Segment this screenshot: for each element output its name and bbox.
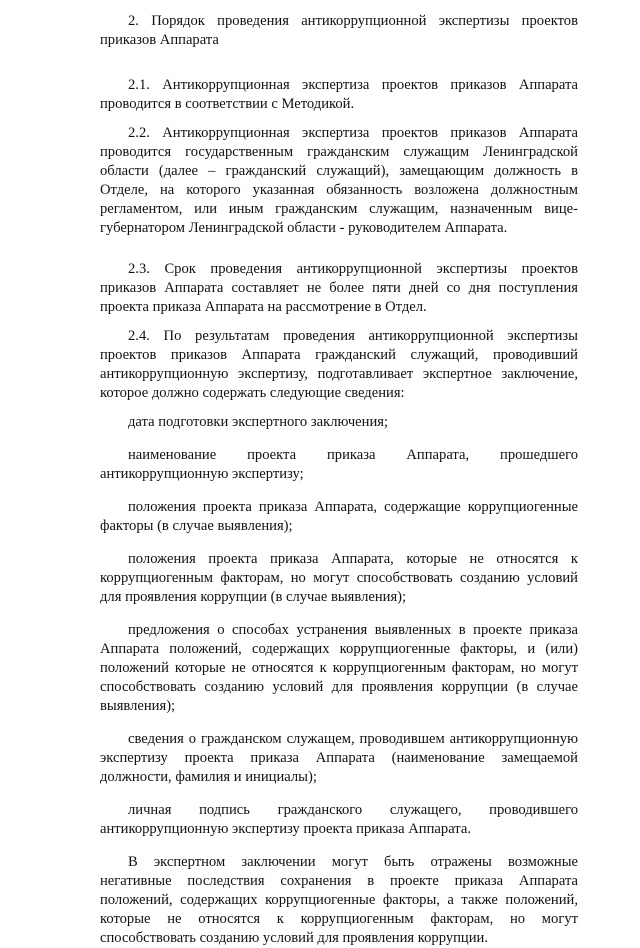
list-item: сведения о гражданском служащем, проводившем антикоррупционную экспертизу проекта приказа Аппарата (наименование замещаемой должности, фамилия и инициалы); <box>100 731 578 785</box>
paragraph-2-3: 2.3. Срок проведения антикоррупционной экспертизы проектов приказов Аппарата составляет не более пяти дней со дня поступления проекта приказа Аппарата на рассмотрение в Отдел. <box>100 261 578 315</box>
paragraph-2-2: 2.2. Антикоррупционная экспертиза проектов приказов Аппарата проводится государственным гражданским служащим Ленинградской области (далее – гражданский служащий), замещающим должность в Отделе, на которого указанная обязанность возложена должностным регламентом, или иным гражданским служащим, назначенным вице-губернатором Ленинградской области - руководителем Аппарата. <box>100 125 578 236</box>
paragraph-2-4: 2.4. По результатам проведения антикоррупционной экспертизы проектов приказов Аппарата гражданский служащий, проводивший антикоррупционную экспертизу, подготавливает экспертное заключение, которое должно содержать следующие сведения: <box>100 328 578 401</box>
document-page <box>100 12 578 948</box>
section-heading: 2. Порядок проведения антикоррупционной экспертизы проектов приказов Аппарата <box>100 13 578 48</box>
list-item: личная подпись гражданского служащего, проводившего антикоррупционную экспертизу проекта приказа Аппарата. <box>100 802 578 837</box>
list-item: положения проекта приказа Аппарата, содержащие коррупциогенные факторы (в случае выявления); <box>100 499 578 534</box>
list-item: дата подготовки экспертного заключения; <box>128 414 389 430</box>
paragraph-2-1: 2.1. Антикоррупционная экспертиза проектов приказов Аппарата проводится в соответствии с Методикой. <box>100 77 578 112</box>
list-item: положения проекта приказа Аппарата, которые не относятся к коррупциогенным факторам, но могут способствовать созданию условий для проявления коррупции (в случае выявления); <box>100 551 578 605</box>
list-item: наименование проекта приказа Аппарата, прошедшего антикоррупционную экспертизу; <box>100 447 578 482</box>
list-item: предложения о способах устранения выявленных в проекте приказа Аппарата положений, содержащих коррупциогенные факторы, и (или) положений которые не относятся к коррупциогенным факторам, но могут способствовать созданию условий для проявления коррупции (в случае выявления); <box>100 622 578 714</box>
closing-paragraph: В экспертном заключении могут быть отражены возможные негативные последствия сохранения в проекте приказа Аппарата положений, содержащих коррупциогенные факторы, а также положений, которые не относятся к коррупциогенным факторам, но могут способствовать созданию условий для проявления коррупции. <box>100 854 578 946</box>
